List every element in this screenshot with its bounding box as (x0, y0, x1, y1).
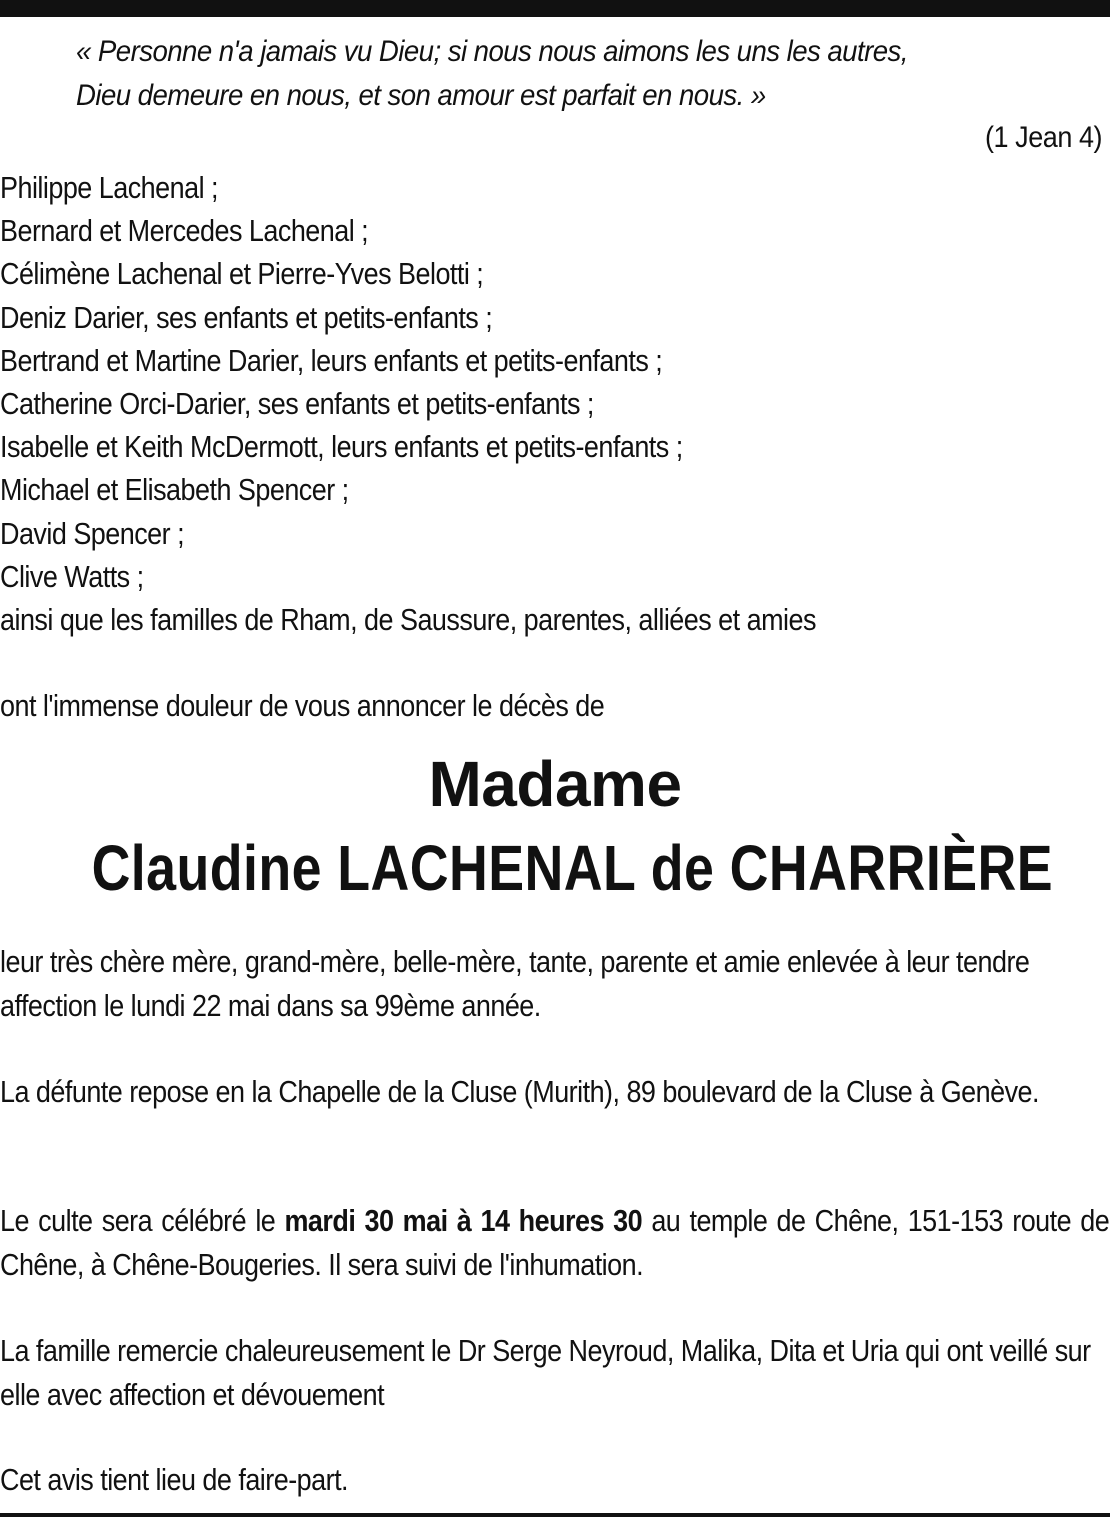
family-member: Célimène Lachenal et Pierre-Yves Belotti ; (0, 256, 484, 292)
service-prefix: Le culte sera célébré le (0, 1203, 285, 1238)
resting-place-paragraph: La défunte repose en la Chapelle de la Cluse (Murith), 89 boulevard de la Cluse à Genève. (0, 1074, 1040, 1109)
quote-reference: (1 Jean 4) (984, 121, 1102, 154)
deceased-name: Claudine LACHENAL de CHARRIÈRE (91, 832, 1053, 904)
family-member: Michael et Elisabeth Spencer ; (0, 472, 349, 508)
family-member: Bernard et Mercedes Lachenal ; (0, 213, 369, 249)
family-list (0, 166, 1044, 641)
family-member: David Spencer ; (0, 515, 185, 551)
relation-paragraph: leur très chère mère, grand-mère, belle-mère, tante, parente et amie enlevée à leur tendre affection le lundi 22 mai dans sa 99ème année. (0, 944, 1030, 1023)
bottom-border-rule (0, 1513, 1110, 1517)
family-member: Isabelle et Keith McDermott, leurs enfants et petits-enfants ; (0, 429, 683, 465)
thanks-paragraph: La famille remercie chaleureusement le Dr Serge Neyroud, Malika, Dita et Uria qui ont veillé sur elle avec affection et dévouement (0, 1333, 1091, 1412)
service-datetime: mardi 30 mai à 14 heures 30 (284, 1203, 643, 1238)
bible-quote (76, 30, 1005, 118)
announcement-text: ont l'immense douleur de vous annoncer le décès de (0, 688, 605, 723)
quote-line-1: « Personne n'a jamais vu Dieu; si nous nous aimons les uns les autres, (76, 35, 908, 68)
notice-paragraph: Cet avis tient lieu de faire-part. (0, 1462, 349, 1497)
family-member: Clive Watts ; (0, 558, 144, 594)
family-member: Deniz Darier, ses enfants et petits-enfants ; (0, 299, 493, 335)
top-border-rule (0, 0, 1110, 17)
family-member: Bertrand et Martine Darier, leurs enfants et petits-enfants ; (0, 342, 663, 378)
service-suffix: au temple de Chêne, 151-153 route de Chêne, à Chêne-Bougeries. Il sera suivi de l'inhumation. (0, 1203, 1110, 1282)
deceased-honorific: Madame (428, 748, 682, 820)
deceased-name-heading (0, 826, 1110, 910)
family-member: Philippe Lachenal ; (0, 170, 219, 205)
family-member: Catherine Orci-Darier, ses enfants et petits-enfants ; (0, 386, 594, 422)
family-member: ainsi que les familles de Rham, de Saussure, parentes, alliées et amies (0, 602, 816, 638)
service-paragraph (0, 1199, 1109, 1286)
quote-line-2: Dieu demeure en nous, et son amour est parfait en nous. » (76, 79, 766, 112)
